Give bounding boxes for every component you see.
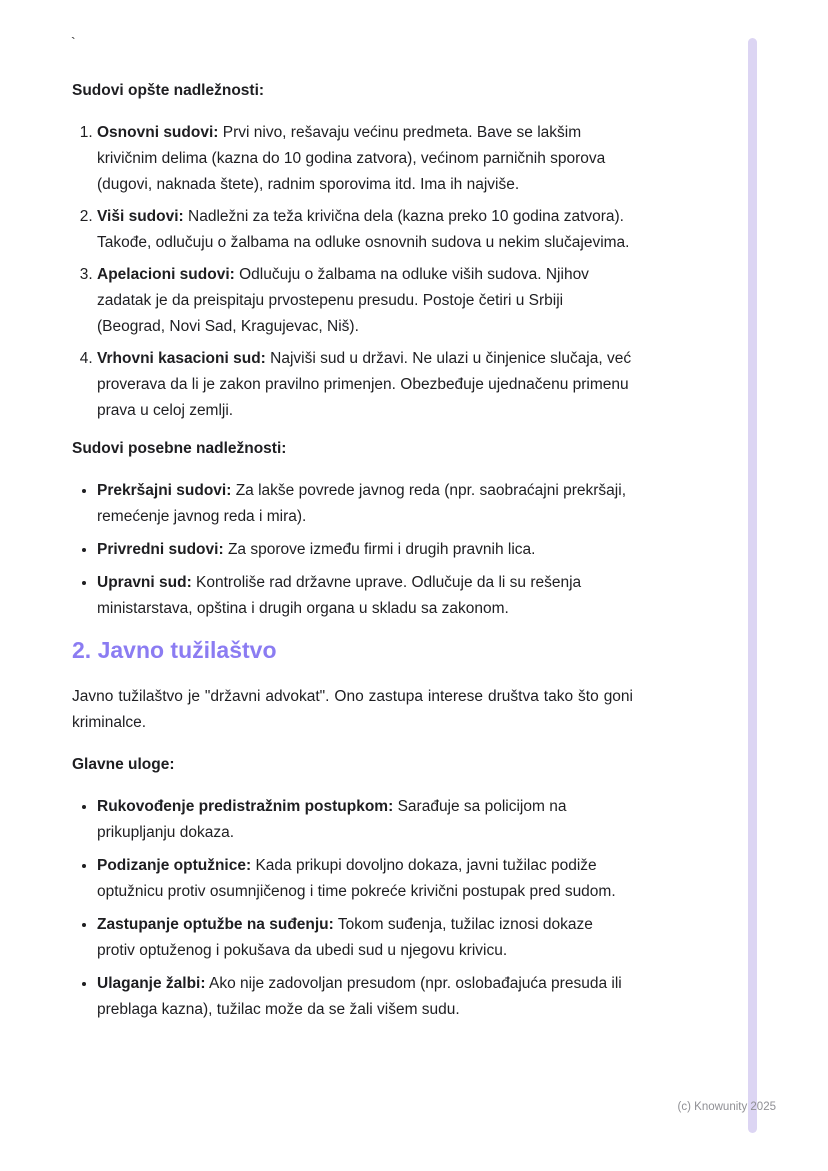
footer-copyright: (c) Knowunity 2025 <box>677 1101 776 1113</box>
term-label: Rukovođenje predistražnim postupkom: <box>97 798 394 815</box>
term-text: Kontroliše rad državne uprave. Odlučuje da li su rešenja ministarstava, opština i drugih organa u skladu sa zakonom. <box>97 574 582 617</box>
list-item <box>97 346 633 424</box>
term-label: Viši sudovi: <box>97 208 184 225</box>
term-text: Za lakše povrede javnog reda (npr. saobraćajni prekršaji, remećenje javnog reda i mira). <box>97 482 626 525</box>
stray-backtick-mark: ` <box>71 34 76 50</box>
heading-special-courts: Sudovi posebne nadležnosti: <box>72 440 287 457</box>
term-text: Tokom suđenja, tužilac iznosi dokaze protiv optuženog i pokušava da ubedi sud u njegovu krivicu. <box>97 916 593 959</box>
heading-prosecution: 2. Javno tužilaštvo <box>72 637 277 663</box>
term-label: Vrhovni kasacioni sud: <box>97 350 266 367</box>
term-label: Upravni sud: <box>97 574 192 591</box>
special-courts-list <box>72 478 633 622</box>
term-label: Osnovni sudovi: <box>97 124 219 141</box>
list-item <box>97 971 633 1023</box>
heading-general-courts: Sudovi opšte nadležnosti: <box>72 82 265 99</box>
term-text: Kada prikupi dovoljno dokaza, javni tužilac podiže optužnicu protiv osumnjičenog i time pokreće krivični postupak pred sudom. <box>97 857 616 900</box>
list-item <box>97 204 633 256</box>
term-text: Najviši sud u državi. Ne ulazi u činjenice slučaja, već proverava da li je zakon pravilno primenjen. Obezbeđuje ujednačenu primenu prava u celoj zemlji. <box>97 350 632 419</box>
term-label: Apelacioni sudovi: <box>97 266 235 283</box>
term-label: Privredni sudovi: <box>97 541 224 558</box>
term-label: Prekršajni sudovi: <box>97 482 232 499</box>
term-text: Prvi nivo, rešavaju većinu predmeta. Bave se lakšim krivičnim delima (kazna do 10 godina zatvora), većinom parničnih sporova (dugovi, naknada štete), radnim sporovima itd. Ima ih najviše. <box>97 124 606 193</box>
list-item <box>97 912 633 964</box>
list-item <box>97 120 633 198</box>
term-text: Za sporove između firmi i drugih pravnih lica. <box>227 541 536 558</box>
term-text: Odlučuju o žalbama na odluke viših sudova. Njihov zadatak je da preispitaju prvostepenu presudu. Postoje četiri u Srbiji (Beograd, Novi Sad, Kragujevac, Niš). <box>97 266 589 335</box>
general-courts-list <box>72 120 633 424</box>
list-item <box>97 478 633 530</box>
term-label: Zastupanje optužbe na suđenju: <box>97 916 334 933</box>
term-text: Ako nije zadovoljan presudom (npr. oslobađajuća presuda ili preblaga kazna), tužilac može da se žali višem sudu. <box>97 975 622 1018</box>
scrollbar-thumb[interactable] <box>748 38 757 1133</box>
list-item <box>97 537 633 563</box>
list-item <box>97 853 633 905</box>
heading-main-roles: Glavne uloge: <box>72 756 175 773</box>
term-label: Podizanje optužnice: <box>97 857 252 874</box>
term-text: Nadležni za teža krivična dela (kazna preko 10 godina zatvora). Takođe, odlučuju o žalbama na odluke osnovnih sudova u nekim slučajevima. <box>97 208 630 251</box>
term-text: Sarađuje sa policijom na prikupljanju dokaza. <box>97 798 567 841</box>
list-item <box>97 570 633 622</box>
list-item <box>97 794 633 846</box>
term-label: Ulaganje žalbi: <box>97 975 206 992</box>
list-item <box>97 262 633 340</box>
prosecution-intro-paragraph: Javno tužilaštvo je "državni advokat". Ono zastupa interese društva tako što goni kriminalce. <box>72 688 633 731</box>
document-content <box>72 78 633 1035</box>
roles-list <box>72 794 633 1023</box>
